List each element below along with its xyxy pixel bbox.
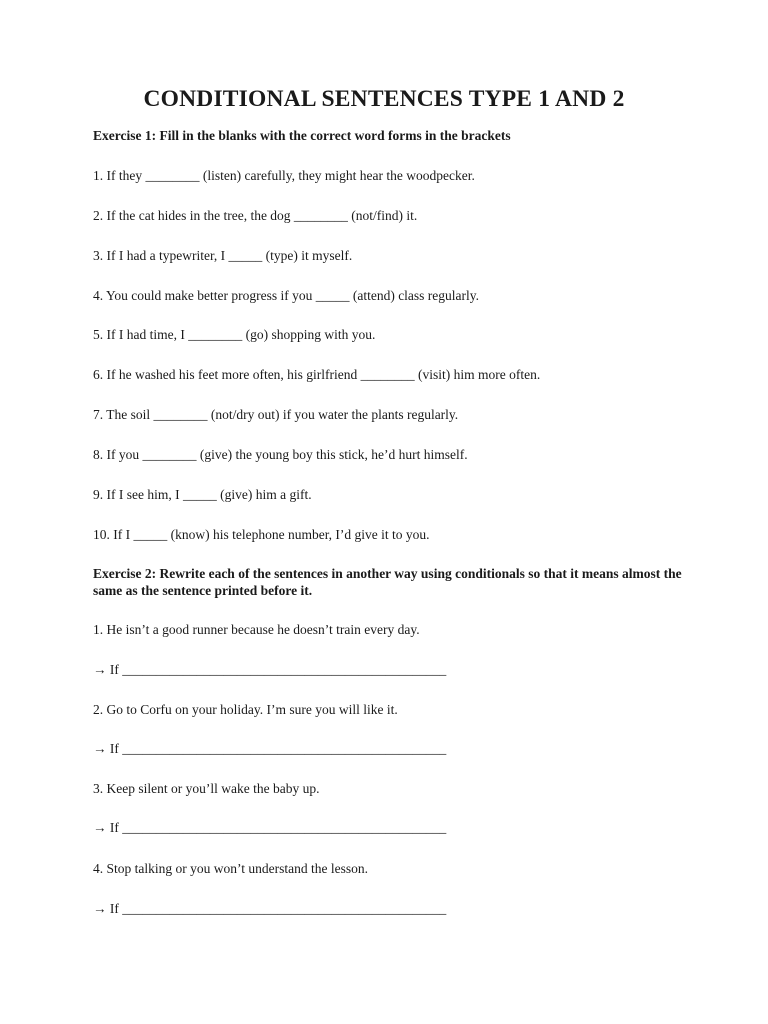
exercise-1-item-7: 7. The soil ________ (not/dry out) if you water the plants regularly. <box>93 407 459 422</box>
exercise-2-answer-line-4[interactable]: → If ________________________________________________ <box>93 901 447 916</box>
exercise-2-sentence-3: 3. Keep silent or you’ll wake the baby up. <box>93 781 320 796</box>
exercise-2-sentence-1: 1. He isn’t a good runner because he doesn’t train every day. <box>93 622 420 637</box>
page-title: CONDITIONAL SENTENCES TYPE 1 AND 2 <box>143 86 625 112</box>
exercise-2-sentence-2: 2. Go to Corfu on your holiday. I’m sure you will like it. <box>93 702 398 717</box>
exercise-1-item-3: 3. If I had a typewriter, I _____ (type) it myself. <box>93 248 353 263</box>
exercise-1-item-9: 9. If I see him, I _____ (give) him a gift. <box>93 487 312 502</box>
exercise-1-item-8: 8. If you ________ (give) the young boy this stick, he’d hurt himself. <box>93 447 468 462</box>
exercise-1-heading: Exercise 1: Fill in the blanks with the correct word forms in the brackets <box>93 128 511 143</box>
exercise-2-answer-line-2[interactable]: → If ________________________________________________ <box>93 741 447 756</box>
exercise-1-item-2: 2. If the cat hides in the tree, the dog ________ (not/find) it. <box>93 208 418 223</box>
exercise-1-item-4: 4. You could make better progress if you _____ (attend) class regularly. <box>93 288 480 303</box>
exercise-1-item-6: 6. If he washed his feet more often, his girlfriend ________ (visit) him more often. <box>93 367 541 382</box>
exercise-2-answer-line-1[interactable]: → If ________________________________________________ <box>93 662 447 677</box>
exercise-1-item-5: 5. If I had time, I ________ (go) shopping with you. <box>93 327 376 342</box>
exercise-2-answer-line-3[interactable]: → If ________________________________________________ <box>93 820 447 835</box>
exercise-2-heading: Exercise 2: Rewrite each of the sentences in another way using conditionals so that it means almost the same as the sentence printed before it. <box>93 566 682 598</box>
exercise-2-sentence-4: 4. Stop talking or you won’t understand the lesson. <box>93 861 368 876</box>
exercise-1-item-10: 10. If I _____ (know) his telephone number, I’d give it to you. <box>93 527 430 542</box>
exercise-1-item-1: 1. If they ________ (listen) carefully, they might hear the woodpecker. <box>93 168 475 183</box>
